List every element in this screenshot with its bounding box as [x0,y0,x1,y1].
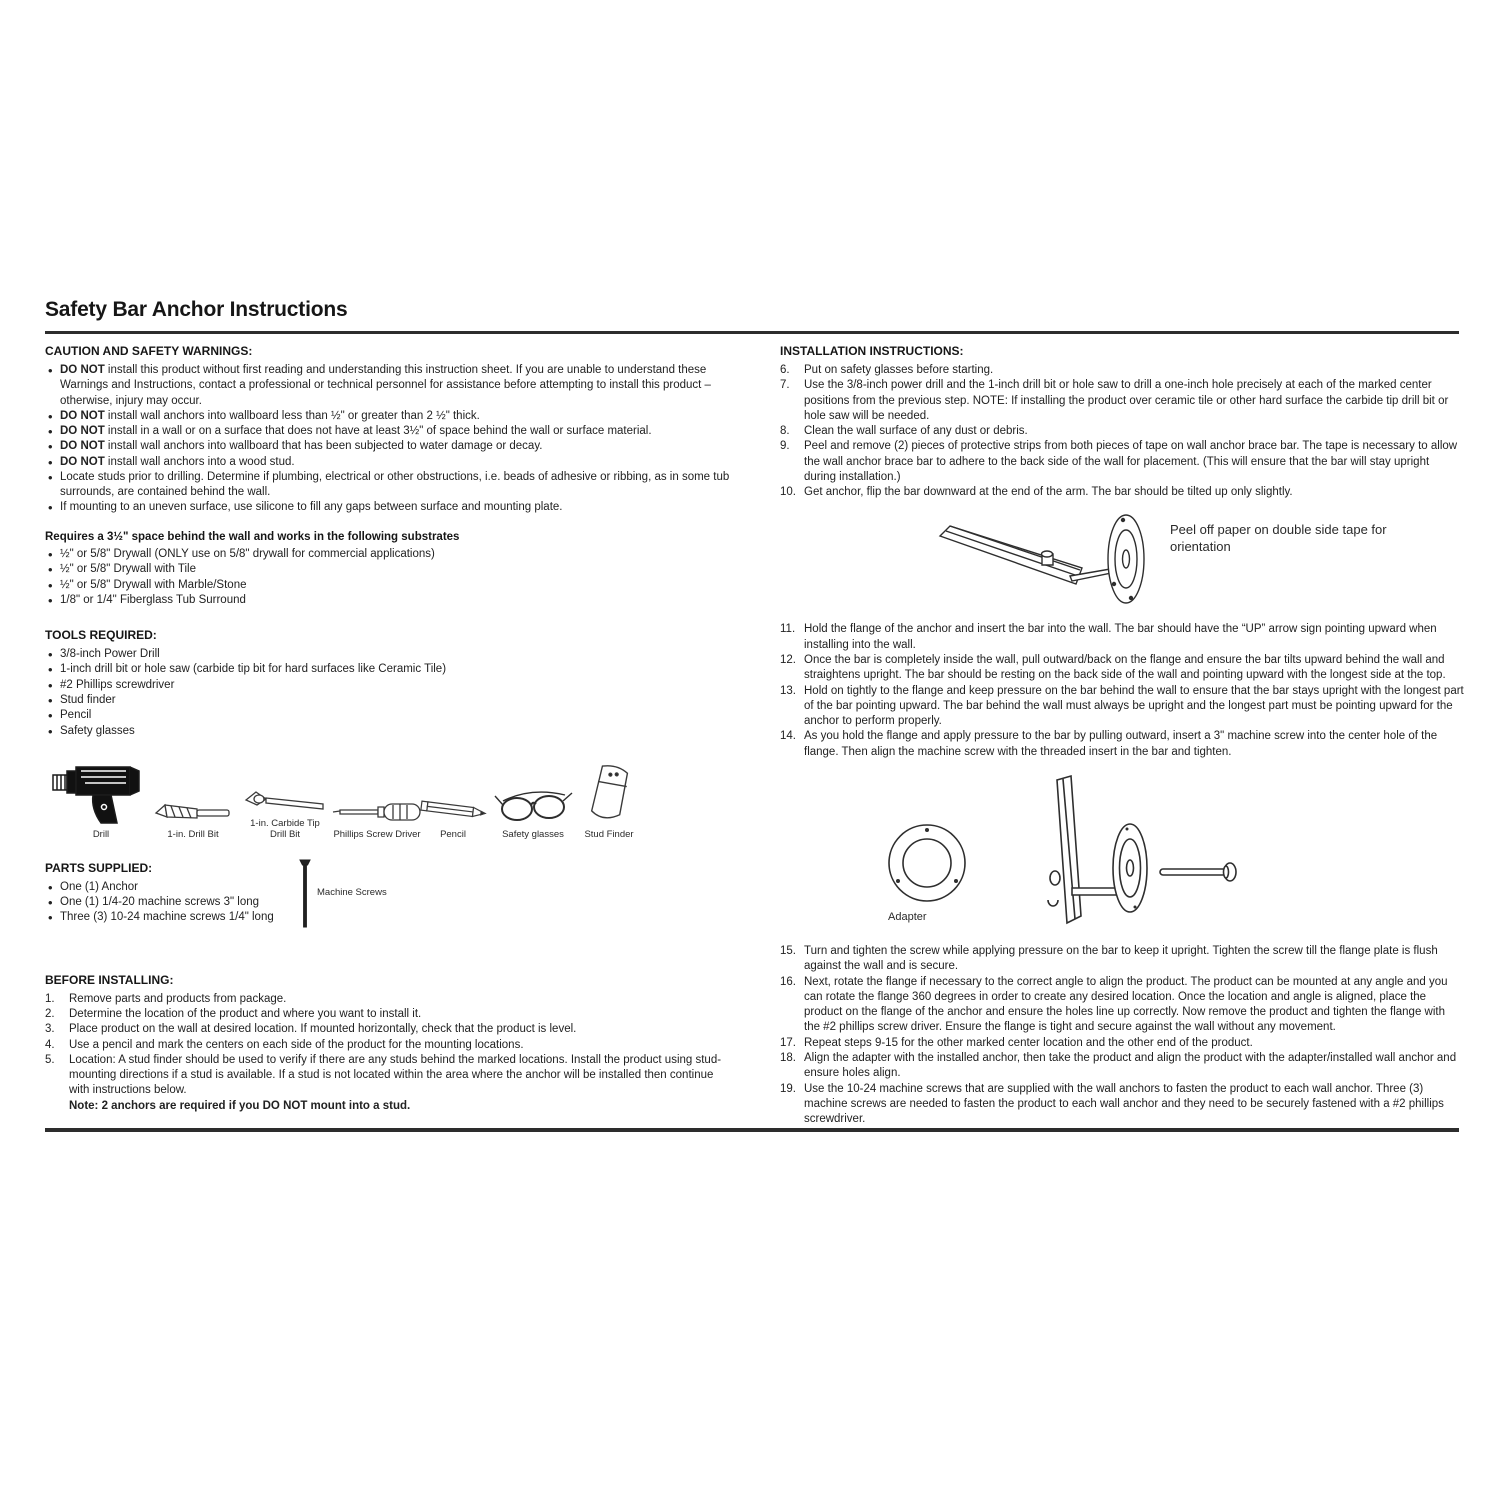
part-item: • One (1) 1/4-20 machine screws 3" long [45,895,295,910]
install-step: 15. Turn and tighten the screw while applying pressure on the bar to keep it upright. Tighten the screw till the flange plate is flush against the wall and is secure. [780,945,1438,973]
caution-heading: CAUTION AND SAFETY WARNINGS: [45,344,253,358]
safety-glasses-icon [491,781,575,825]
before-step: 4. Use a pencil and mark the centers on each side of the product for the mounting locations. [45,1038,524,1051]
substrates-list [45,547,737,608]
tool-label: Drill [92,828,110,840]
parts-heading: PARTS SUPPLIED: [45,860,153,875]
part-item: • One (1) Anchor [45,880,295,895]
machine-screw-icon [298,859,312,929]
install-step: 16. Next, rotate the flange if necessary to the correct angle to align the product. The product can be mounted at any angle and you can rotate the flange 360 degrees in order to create any desired location. Once the location and angle is aligned, place the product on the flange of the anchor and ensure the holes line up correctly. Now remove the product and tighten the flange with the #2 phillips screw driver. Ensure the flange is tight and secure against the wall without any movement. [780,975,1448,1034]
before-step: 2. Determine the location of the product and where you want to install it. [45,1008,422,1021]
parts-list [45,880,295,926]
tool-item: • #2 Phillips screwdriver [45,678,737,693]
page-title: Safety Bar Anchor Instructions [45,298,348,321]
installation-steps-11-14 [780,622,1464,760]
parts-section [45,861,737,939]
install-step: 19. Use the 10-24 machine screws that are supplied with the wall anchors to fasten the product to each wall anchor. Three (3) machine screws are needed to fasten the product to each wall anchor and they need to be securely fastened with a #2 phillips screwdriver. [780,1082,1444,1126]
tool-item: • Safety glasses [45,724,737,739]
substrate-item: • ½" or 5/8" Drywall with Tile [45,562,737,577]
footer-divider [45,1128,1459,1132]
tool-label: 1-in. Carbide Tip Drill Bit [250,817,320,840]
drill-icon [51,761,151,825]
brace-bar-figure [780,506,1464,618]
pencil-icon [417,797,489,825]
tool-label: Phillips Screw Driver [333,828,421,840]
tool-item: • Stud finder [45,693,737,708]
tool-label: Stud Finder [584,828,634,840]
tool-item: • Pencil [45,708,737,723]
title-divider [45,331,1459,334]
tool-figure-carbide-bit [241,749,329,841]
installation-steps-15-19 [780,944,1464,1127]
before-step: 5. Location: A stud finder should be used to verify if there are any studs behind the marked locations. Install the product using stud-mounting directions if a stud is available. If a stud is not located within the area where the anchor will be installed then continue with instructions below. Note: 2 anchors are required if you DO NOT mount into a stud. [45,1053,737,1114]
caution-item: • Locate studs prior to drilling. Determine if plumbing, electrical or other obstructions, i.e. beads of adhesive or ribbing, as in some tub surrounds, are contained behind the wall. [45,470,737,501]
tool-item: • 1-inch drill bit or hole saw (carbide tip bit for hard surfaces like Ceramic Tile) [45,662,737,677]
caution-list [45,363,737,516]
substrate-item: • 1/8" or 1/4" Fiberglass Tub Surround [45,593,737,608]
install-step: 10. Get anchor, flip the bar downward at the end of the arm. The bar should be tilted up only slightly. [780,486,1293,499]
stud-finder-icon [579,763,639,825]
before-installing-heading: BEFORE INSTALLING: [45,972,174,987]
left-column [45,344,737,1114]
installation-steps-6-10 [780,363,1464,501]
tool-label: 1-in. Drill Bit [167,828,219,840]
adapter-assembly-figure [780,768,1464,938]
tools-illustration-row [45,749,737,847]
drill-bit-icon [153,799,233,825]
tool-figure-drill [45,749,157,841]
installation-heading: INSTALLATION INSTRUCTIONS: [780,344,964,358]
before-installing-list [45,992,737,1114]
brace-bar-illustration [930,506,1170,616]
adapter-label: Adapter [888,911,927,924]
install-step: 11. Hold the flange of the anchor and insert the bar into the wall. The bar should have the “UP” arrow sign pointing upward when installing into the wall. [780,623,1437,651]
tool-figure-pencil [417,749,489,841]
tool-figure-stud-finder [577,749,641,841]
carbide-bit-icon [243,788,327,814]
install-step: 14. As you hold the flange and apply pressure to the bar by pulling outward, insert a 3" machine screw into the center hole of the flange. Then align the machine screw with the threaded insert in the bar and tighten. [780,730,1438,758]
screwdriver-icon [331,799,423,825]
tool-figure-screwdriver [331,749,423,841]
install-step: 17. Repeat steps 9-15 for the other marked center location and the other end of the product. [780,1036,1253,1049]
substrates-heading: Requires a 3½" space behind the wall and works in the following substrates [45,530,460,543]
install-step: 12. Once the bar is completely inside the wall, pull outward/back on the flange and ensure the bar tilts upward behind the wall and straightens upright. The bar should be resting on the back side of the wall and pointing upward with the longest side at the top. [780,654,1446,682]
install-step: 13. Hold on tightly to the flange and keep pressure on the bar behind the wall to ensure that the bar stays upright with the longest part of the bar pointing upward. The bar behind the wall must always be upright and the longest part must be pointing upward for the anchor to perform properly. [780,684,1464,728]
tool-figure-safety-glasses [489,749,577,841]
machine-screws-label: Machine Screws [317,886,387,898]
tools-list [45,647,737,739]
substrate-item: • ½" or 5/8" Drywall with Marble/Stone [45,578,737,593]
caution-item: • DO NOT install this product without first reading and understanding this instruction sheet. If you are unable to understand these Warnings and Instructions, contact a professional or technical personnel for assistance before attempting to install this product – otherwise, injury may occur. [45,363,737,409]
tool-figure-drill-bit [151,749,235,841]
tool-label: Pencil [440,828,466,840]
part-item: • Three (3) 10-24 machine screws 1/4" long [45,910,295,925]
caution-item: • If mounting to an uneven surface, use silicone to fill any gaps between surface and mounting plate. [45,500,737,515]
caution-item: • DO NOT install wall anchors into wallboard that has been subjected to water damage or decay. [45,439,737,454]
install-step: 18. Align the adapter with the installed anchor, then take the product and align the product with the adapter/installed wall anchor and ensure holes align. [780,1051,1457,1080]
tools-heading: TOOLS REQUIRED: [45,628,157,643]
before-step: 1. Remove parts and products from package. [45,992,287,1005]
tool-label: Safety glasses [502,828,564,840]
caution-item: • DO NOT install in a wall or on a surface that does not have at least 3½" of space behind the wall or surface material. [45,424,737,439]
substrate-item: • ½" or 5/8" Drywall (ONLY use on 5/8" drywall for commercial applications) [45,547,737,562]
caution-item: • DO NOT install wall anchors into wallboard less than ½" or greater than 2 ½" thick. [45,409,737,424]
before-step-note: Note: 2 anchors are required if you DO NOT mount into a stud. [69,1099,411,1112]
install-step: 6. Put on safety glasses before starting. [780,363,994,376]
tool-item: • 3/8-inch Power Drill [45,647,737,662]
right-column [780,344,1464,1127]
adapter-assembly-illustration [842,768,1242,933]
caution-item: • DO NOT install wall anchors into a wood stud. [45,455,737,470]
install-step: 8. Clean the wall surface of any dust or debris. [780,425,1028,438]
brace-bar-caption: Peel off paper on double side tape for orientation [1170,522,1387,555]
before-step: 3. Place product on the wall at desired location. If mounted horizontally, check that the product is level. [45,1023,577,1036]
install-step: 9. Peel and remove (2) pieces of protective strips from both pieces of tape on wall anchor brace bar. The tape is necessary to allow the wall anchor brace bar to adhere to the back side of the wall for placement. (This will ensure that the bar will stay upright during installation.) [780,440,1458,483]
install-step: 7. Use the 3/8-inch power drill and the 1-inch drill bit or hole saw to drill a one-inch hole precisely at each of the marked center positions from the previous step. NOTE: If installing the product over ceramic tile or other hard surface the carbide tip drill bit or hole saw will be needed. [780,379,1449,422]
